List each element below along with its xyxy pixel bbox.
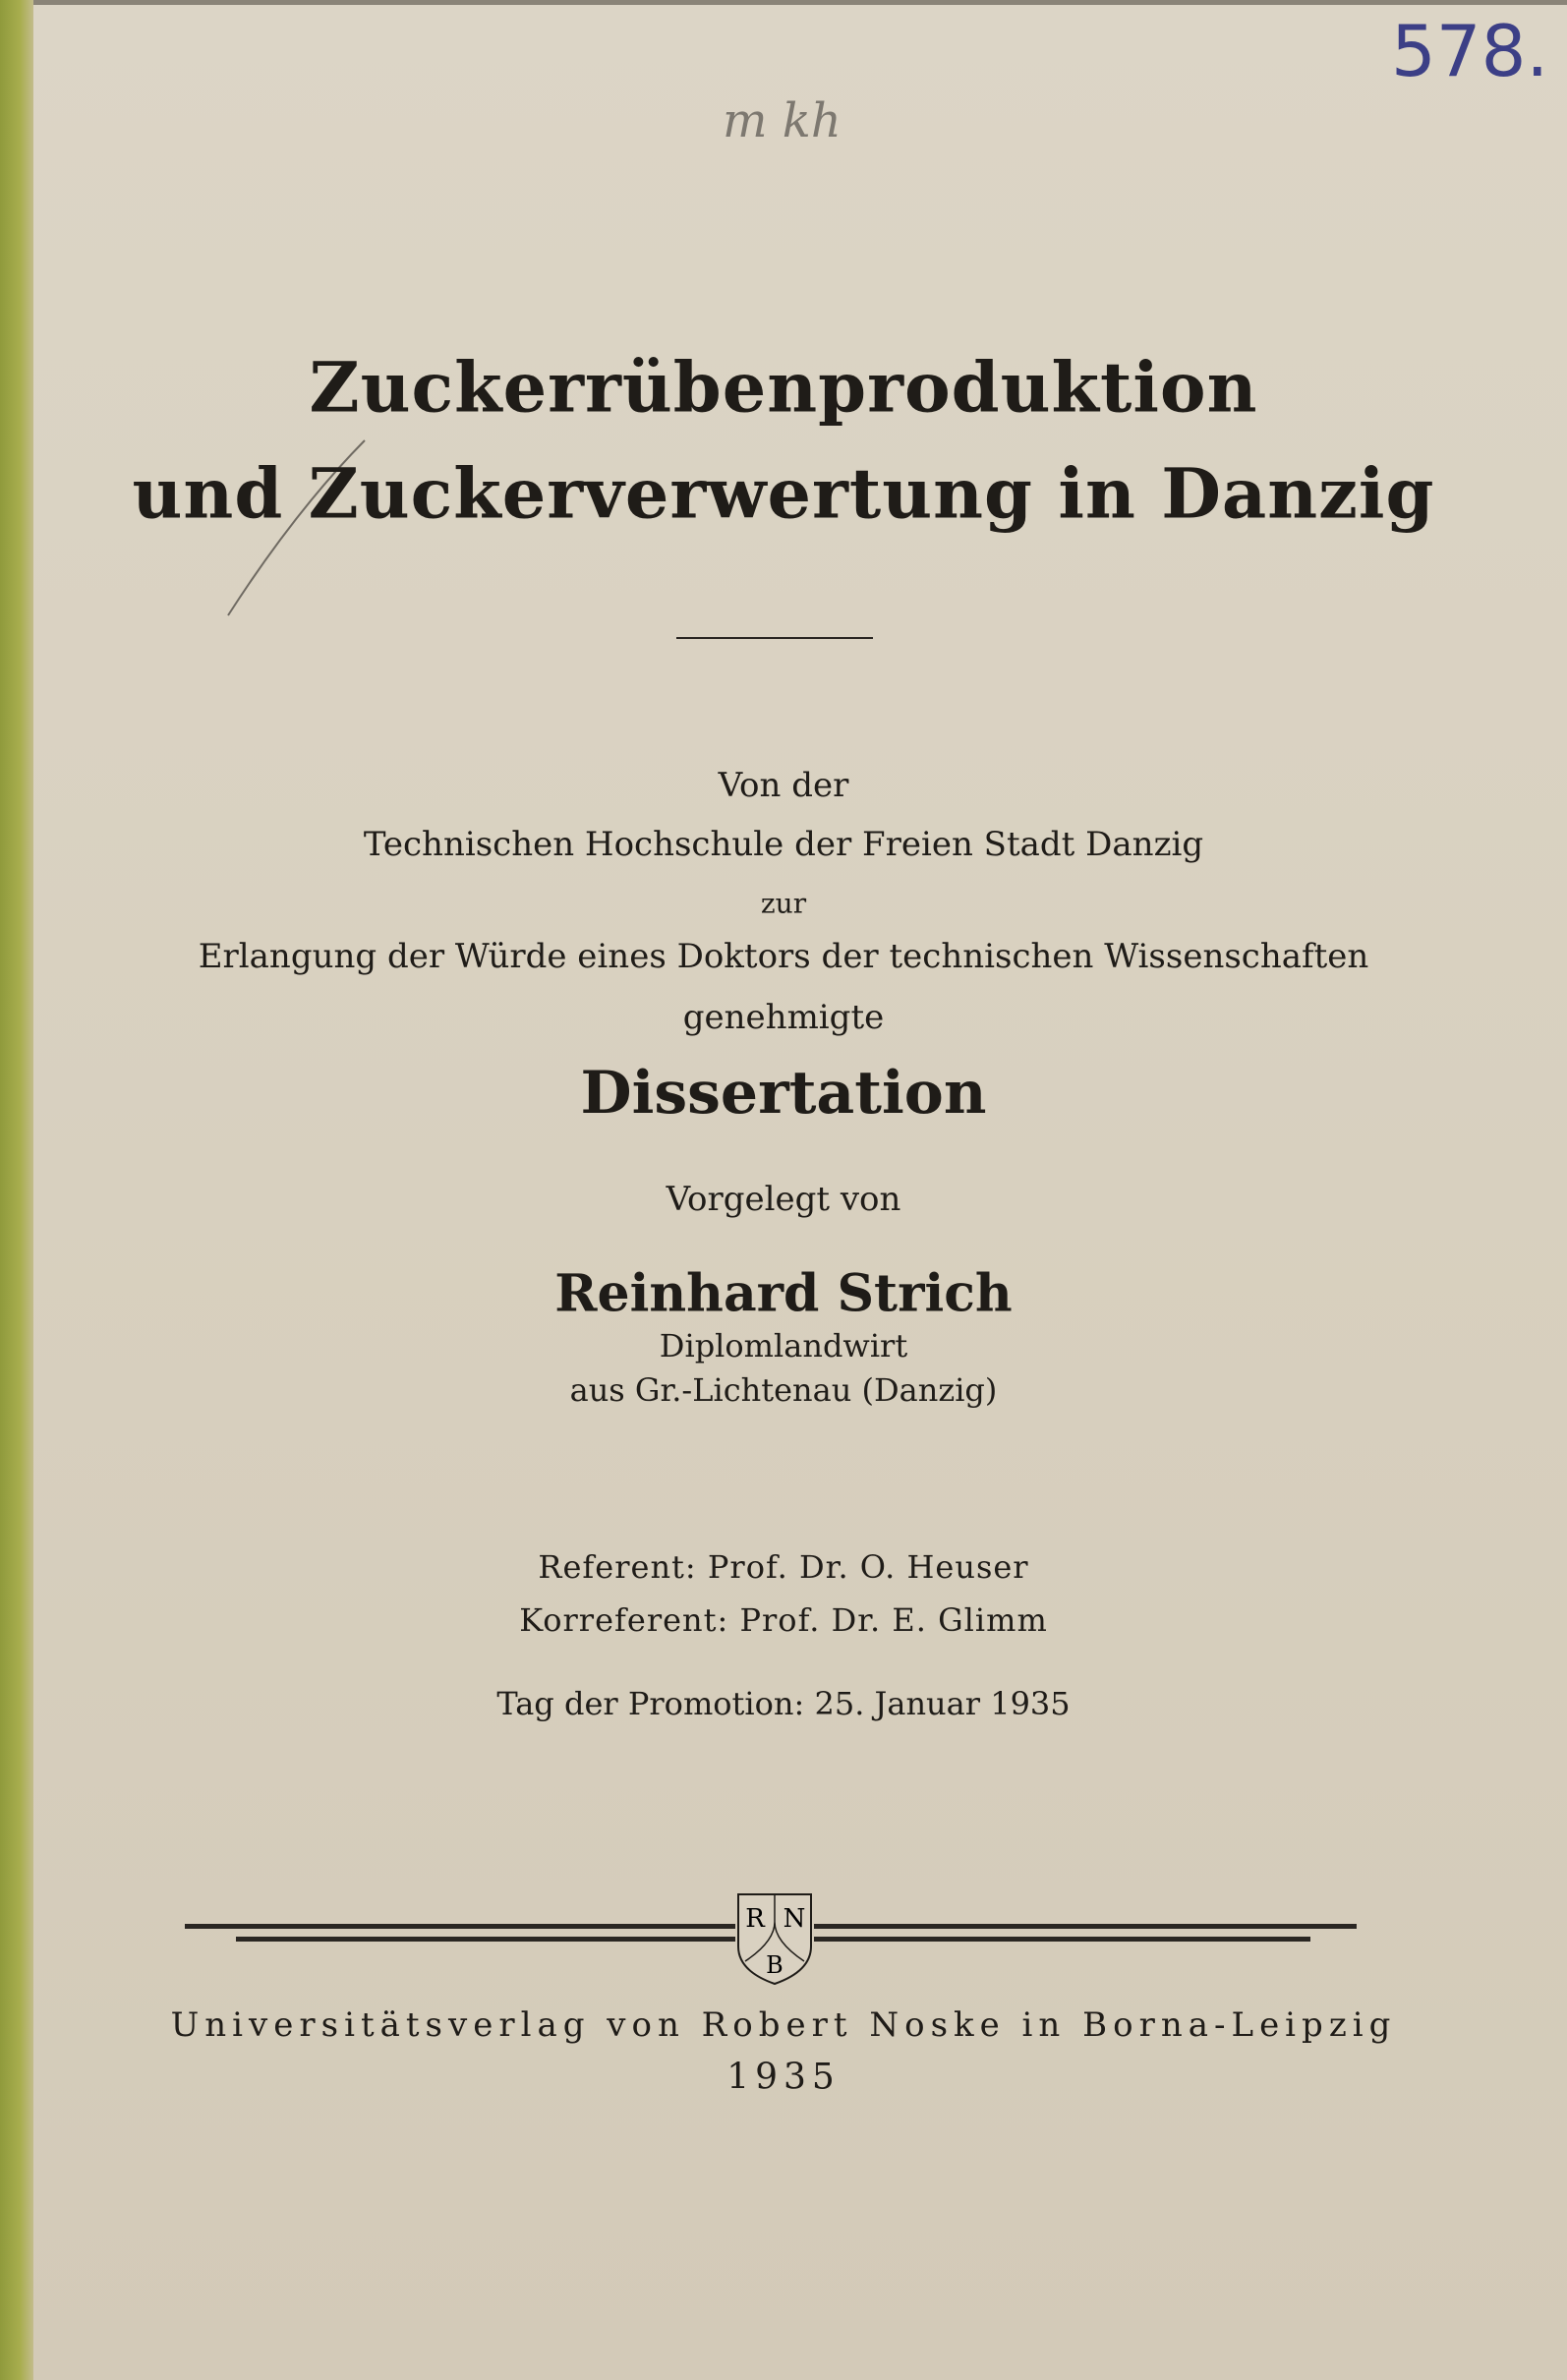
logo-letter-r: R [745, 1904, 765, 1934]
rule-bottom-left [236, 1937, 735, 1942]
publisher-logo-shield [735, 1892, 814, 1986]
document-type: Dissertation [580, 1059, 987, 1128]
pencil-note: m kh [723, 93, 842, 148]
rule-top-right [814, 1924, 1357, 1929]
rule-top-left [185, 1924, 735, 1929]
title-line-2: und Zuckerverwertung in Danzig [132, 452, 1435, 535]
korreferent: Korreferent: Prof. Dr. E. Glimm [519, 1601, 1048, 1639]
title-line-1: Zuckerrübenproduktion [309, 346, 1258, 429]
publisher-name: Universitätsverlag von Robert Noske in Borna-Leipzig [170, 2005, 1397, 2045]
author-origin: aus Gr.-Lichtenau (Danzig) [569, 1371, 998, 1409]
text-von-der: Von der [718, 766, 849, 805]
referent: Referent: Prof. Dr. O. Heuser [538, 1548, 1029, 1586]
promotion-date: Tag der Promotion: 25. Januar 1935 [496, 1685, 1071, 1722]
logo-letter-n: N [783, 1904, 806, 1934]
author-title: Diplomlandwirt [659, 1327, 908, 1364]
text-degree: Erlangung der Würde eines Doktors der technischen Wissenschaften [198, 937, 1369, 976]
author-name: Reinhard Strich [554, 1263, 1013, 1324]
rule-bottom-right [814, 1937, 1310, 1942]
text-presented-by: Vorgelegt von [666, 1180, 901, 1219]
divider [676, 637, 873, 639]
logo-letter-b: B [766, 1951, 784, 1979]
text-zur: zur [760, 887, 807, 920]
publication-year: 1935 [726, 2057, 841, 2098]
text-approved: genehmigte [682, 998, 885, 1037]
text-institution: Technischen Hochschule der Freien Stadt Danzig [363, 825, 1204, 864]
shelf-number: 578. [1391, 10, 1549, 92]
